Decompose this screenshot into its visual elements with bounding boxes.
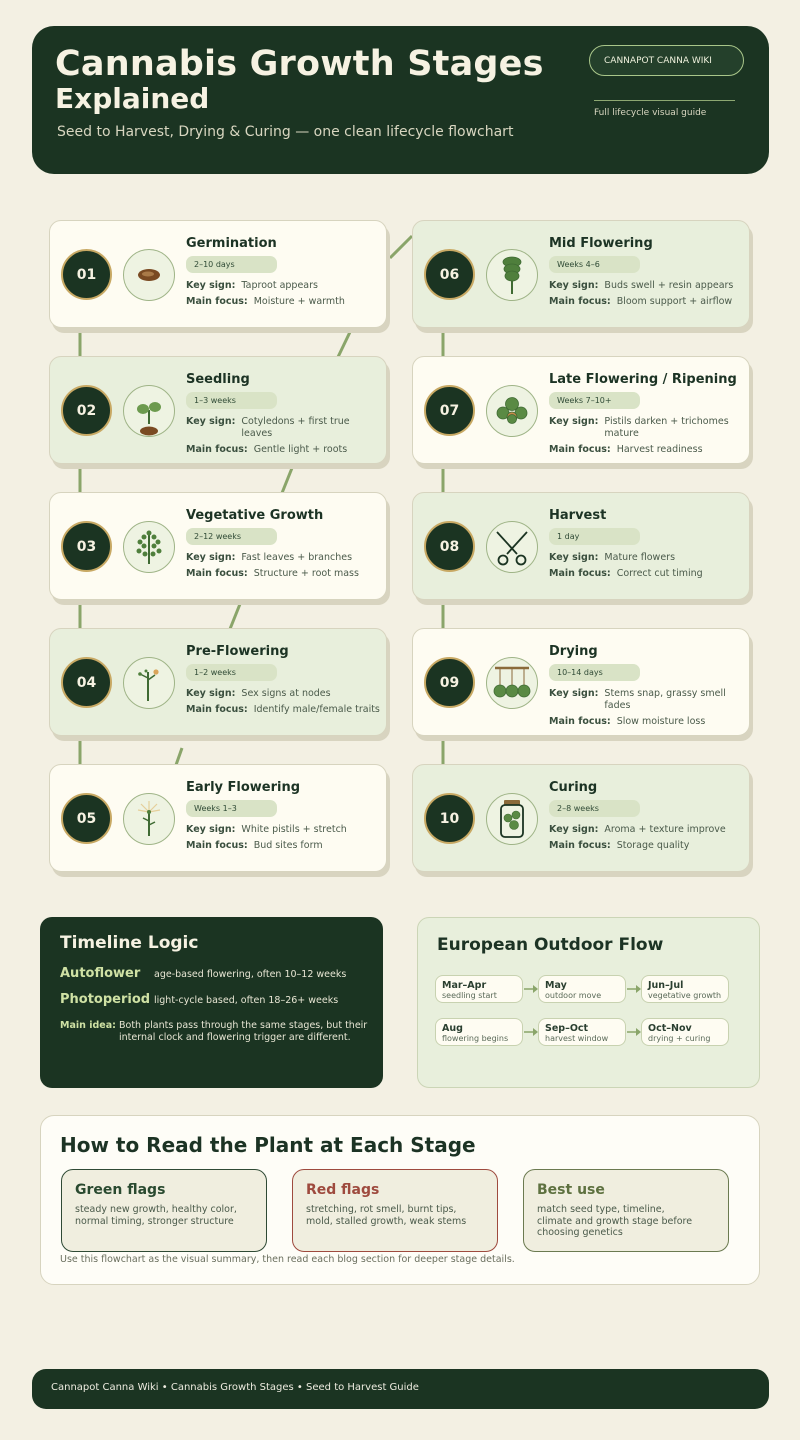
key-sign-value: Stems snap, grassy smell fades: [604, 688, 726, 711]
footer-text: Cannapot Canna Wiki • Cannabis Growth Stages • Seed to Harvest Guide: [51, 1382, 419, 1393]
arrow-right-icon: [627, 1028, 641, 1036]
key-sign-label: Key sign:: [186, 416, 236, 427]
arrow-right-icon: [627, 985, 641, 993]
stage-title: Harvest: [549, 508, 607, 523]
stage-number-badge: 06: [424, 249, 475, 300]
main-idea-row: [60, 1020, 369, 1043]
stage-duration: 2–10 days: [186, 256, 277, 273]
key-sign-label: Key sign:: [186, 552, 236, 563]
autoflower-text: age-based flowering, often 10–12 weeks: [154, 969, 347, 980]
vegetative-plant-icon: [123, 521, 175, 573]
jar-icon: [486, 793, 538, 845]
key-sign-label: Key sign:: [186, 280, 236, 291]
scissors-icon: [486, 521, 538, 573]
key-sign-label: Key sign:: [549, 280, 599, 291]
stage-duration: 2–12 weeks: [186, 528, 277, 545]
autoflower-row: [60, 966, 346, 981]
stage-number-badge: 05: [61, 793, 112, 844]
stage-number-badge: 09: [424, 657, 475, 708]
main-focus-value: Moisture + warmth: [253, 296, 345, 307]
header-banner: [32, 26, 769, 174]
month-desc: seedling start: [442, 991, 497, 1000]
month-label: Sep–Oct: [545, 1023, 589, 1034]
timeline-logic-panel: [40, 917, 383, 1088]
photoperiod-label: Photoperiod: [60, 992, 151, 1007]
red-flags-card: [292, 1169, 498, 1252]
main-idea-label: Main idea:: [60, 1020, 116, 1031]
main-focus-value: Slow moisture loss: [616, 716, 706, 727]
best-use-card: [523, 1169, 729, 1252]
green-flags-card: [61, 1169, 267, 1252]
stage-duration: 10–14 days: [549, 664, 640, 681]
month-step: [538, 1018, 626, 1046]
key-sign-value: Pistils darken + trichomes mature: [604, 416, 729, 439]
photoperiod-row: [60, 992, 338, 1007]
stage-card-02: [49, 356, 387, 464]
main-focus-row: [549, 840, 689, 852]
stage-duration: 1–3 weeks: [186, 392, 277, 409]
month-label: Oct–Nov: [648, 1023, 692, 1034]
main-idea-text: Both plants pass through the same stages, but their internal clock and flowering trigger are different.: [119, 1020, 368, 1043]
key-sign-row: [549, 552, 724, 564]
key-sign-value: Fast leaves + branches: [241, 552, 353, 563]
key-sign-label: Key sign:: [549, 824, 599, 835]
stage-card-10: [412, 764, 750, 872]
main-focus-value: Bloom support + airflow: [616, 296, 733, 307]
arrow-right-icon: [524, 1028, 538, 1036]
brand-divider: [594, 100, 735, 101]
main-focus-value: Structure + root mass: [253, 568, 359, 579]
key-sign-value: Cotyledons + first true leaves: [241, 416, 350, 439]
ripe-buds-icon: [486, 385, 538, 437]
main-focus-value: Correct cut timing: [616, 568, 703, 579]
page-title: Cannabis Growth Stages: [55, 44, 544, 84]
stage-duration: Weeks 1–3: [186, 800, 277, 817]
main-focus-value: Harvest readiness: [616, 444, 703, 455]
month-label: May: [545, 980, 567, 991]
stage-duration: Weeks 7–10+: [549, 392, 640, 409]
stage-number-badge: 04: [61, 657, 112, 708]
arrow-right-icon: [524, 985, 538, 993]
green-flags-title: Green flags: [75, 1182, 166, 1198]
best-use-text: match seed type, timeline, climate and growth stage before choosing genetics: [537, 1204, 693, 1238]
red-flags-title: Red flags: [306, 1182, 380, 1198]
key-sign-row: [186, 688, 361, 700]
month-label: Aug: [442, 1023, 463, 1034]
stage-card-05: [49, 764, 387, 872]
month-step: [641, 1018, 729, 1046]
month-step: [641, 975, 729, 1003]
key-sign-value: Aroma + texture improve: [604, 824, 726, 835]
key-sign-value: Taproot appears: [241, 280, 318, 291]
stage-title: Early Flowering: [186, 780, 301, 795]
key-sign-row: [186, 824, 347, 836]
month-desc: outdoor move: [545, 991, 602, 1000]
green-flags-text: steady new growth, healthy color, normal timing, stronger structure: [75, 1204, 237, 1227]
key-sign-value: Sex signs at nodes: [241, 688, 331, 699]
main-focus-value: Storage quality: [616, 840, 690, 851]
main-focus-label: Main focus:: [186, 568, 248, 579]
early-flower-icon: [123, 793, 175, 845]
stage-duration: Weeks 4–6: [549, 256, 640, 273]
stage-title: Seedling: [186, 372, 250, 387]
key-sign-label: Key sign:: [549, 416, 599, 427]
seed-icon: [123, 249, 175, 301]
photoperiod-text: light-cycle based, often 18–26+ weeks: [154, 995, 339, 1006]
month-label: Mar–Apr: [442, 980, 487, 991]
stage-card-01: [49, 220, 387, 328]
month-step: [435, 1018, 523, 1046]
month-step: [435, 975, 523, 1003]
footer-bar: [32, 1369, 769, 1409]
autoflower-label: Autoflower: [60, 966, 141, 981]
stage-number-badge: 02: [61, 385, 112, 436]
read-plant-title: How to Read the Plant at Each Stage: [60, 1133, 476, 1157]
key-sign-value: Mature flowers: [604, 552, 676, 563]
main-focus-row: [549, 296, 732, 308]
key-sign-label: Key sign:: [549, 552, 599, 563]
stage-card-08: [412, 492, 750, 600]
main-focus-row: [549, 568, 703, 580]
main-focus-label: Main focus:: [186, 840, 248, 851]
main-focus-row: [549, 716, 705, 728]
stage-title: Late Flowering / Ripening: [549, 372, 737, 387]
main-focus-row: [186, 296, 345, 308]
read-plant-panel: [40, 1115, 760, 1285]
main-focus-label: Main focus:: [186, 296, 248, 307]
month-desc: vegetative growth: [648, 991, 722, 1000]
key-sign-value: Buds swell + resin appears: [604, 280, 734, 291]
main-focus-row: [186, 704, 380, 716]
main-focus-label: Main focus:: [549, 568, 611, 579]
main-focus-label: Main focus:: [186, 444, 248, 455]
stage-title: Germination: [186, 236, 277, 251]
stage-number-badge: 01: [61, 249, 112, 300]
page-subtitle: Seed to Harvest, Drying & Curing — one clean lifecycle flowchart: [57, 124, 514, 140]
key-sign-row: [549, 688, 736, 712]
bud-stack-icon: [486, 249, 538, 301]
european-outdoor-flow-panel: [417, 917, 760, 1088]
key-sign-label: Key sign:: [186, 824, 236, 835]
stage-card-06: [412, 220, 750, 328]
main-focus-label: Main focus:: [186, 704, 248, 715]
stage-card-03: [49, 492, 387, 600]
european-flow-title: European Outdoor Flow: [437, 935, 664, 955]
stage-card-04: [49, 628, 387, 736]
timeline-logic-title: Timeline Logic: [60, 933, 199, 953]
key-sign-row: [186, 416, 361, 440]
stage-duration: 1 day: [549, 528, 640, 545]
main-focus-value: Bud sites form: [253, 840, 323, 851]
red-flags-text: stretching, rot smell, burnt tips, mold, stalled growth, weak stems: [306, 1204, 467, 1227]
month-label: Jun–Jul: [648, 980, 684, 991]
stage-number-badge: 08: [424, 521, 475, 572]
main-focus-label: Main focus:: [549, 716, 611, 727]
stage-title: Curing: [549, 780, 598, 795]
stage-duration: 2–8 weeks: [549, 800, 640, 817]
stage-number-badge: 03: [61, 521, 112, 572]
stage-duration: 1–2 weeks: [186, 664, 277, 681]
brand-badge: CANNAPOT CANNA WIKI: [589, 45, 744, 76]
key-sign-label: Key sign:: [186, 688, 236, 699]
best-use-title: Best use: [537, 1182, 605, 1198]
stage-title: Mid Flowering: [549, 236, 653, 251]
stage-number-badge: 07: [424, 385, 475, 436]
main-focus-value: Gentle light + roots: [253, 444, 348, 455]
preflower-plant-icon: [123, 657, 175, 709]
month-desc: harvest window: [545, 1034, 609, 1043]
main-focus-row: [549, 444, 703, 456]
main-focus-value: Identify male/female traits: [253, 704, 380, 715]
main-focus-row: [186, 444, 347, 456]
main-focus-label: Main focus:: [549, 296, 611, 307]
key-sign-value: White pistils + stretch: [241, 824, 347, 835]
month-step: [538, 975, 626, 1003]
stage-title: Vegetative Growth: [186, 508, 324, 523]
drying-rack-icon: [486, 657, 538, 709]
key-sign-row: [549, 824, 726, 836]
key-sign-row: [186, 280, 361, 292]
month-desc: flowering begins: [442, 1034, 509, 1043]
key-sign-label: Key sign:: [549, 688, 599, 699]
stage-card-07: [412, 356, 750, 464]
stage-title: Drying: [549, 644, 598, 659]
main-focus-row: [186, 568, 359, 580]
stage-card-09: [412, 628, 750, 736]
main-focus-row: [186, 840, 323, 852]
brand-caption: Full lifecycle visual guide: [594, 108, 707, 118]
month-desc: drying + curing: [648, 1034, 711, 1043]
seedling-icon: [123, 385, 175, 437]
key-sign-row: [549, 416, 736, 440]
stage-title: Pre-Flowering: [186, 644, 289, 659]
page-title-line-2: Explained: [55, 82, 210, 115]
stage-number-badge: 10: [424, 793, 475, 844]
read-plant-note: Use this flowchart as the visual summary, then read each blog section for deeper stage details.: [60, 1254, 515, 1265]
key-sign-row: [186, 552, 361, 564]
main-focus-label: Main focus:: [549, 840, 611, 851]
main-focus-label: Main focus:: [549, 444, 611, 455]
key-sign-row: [549, 280, 733, 292]
